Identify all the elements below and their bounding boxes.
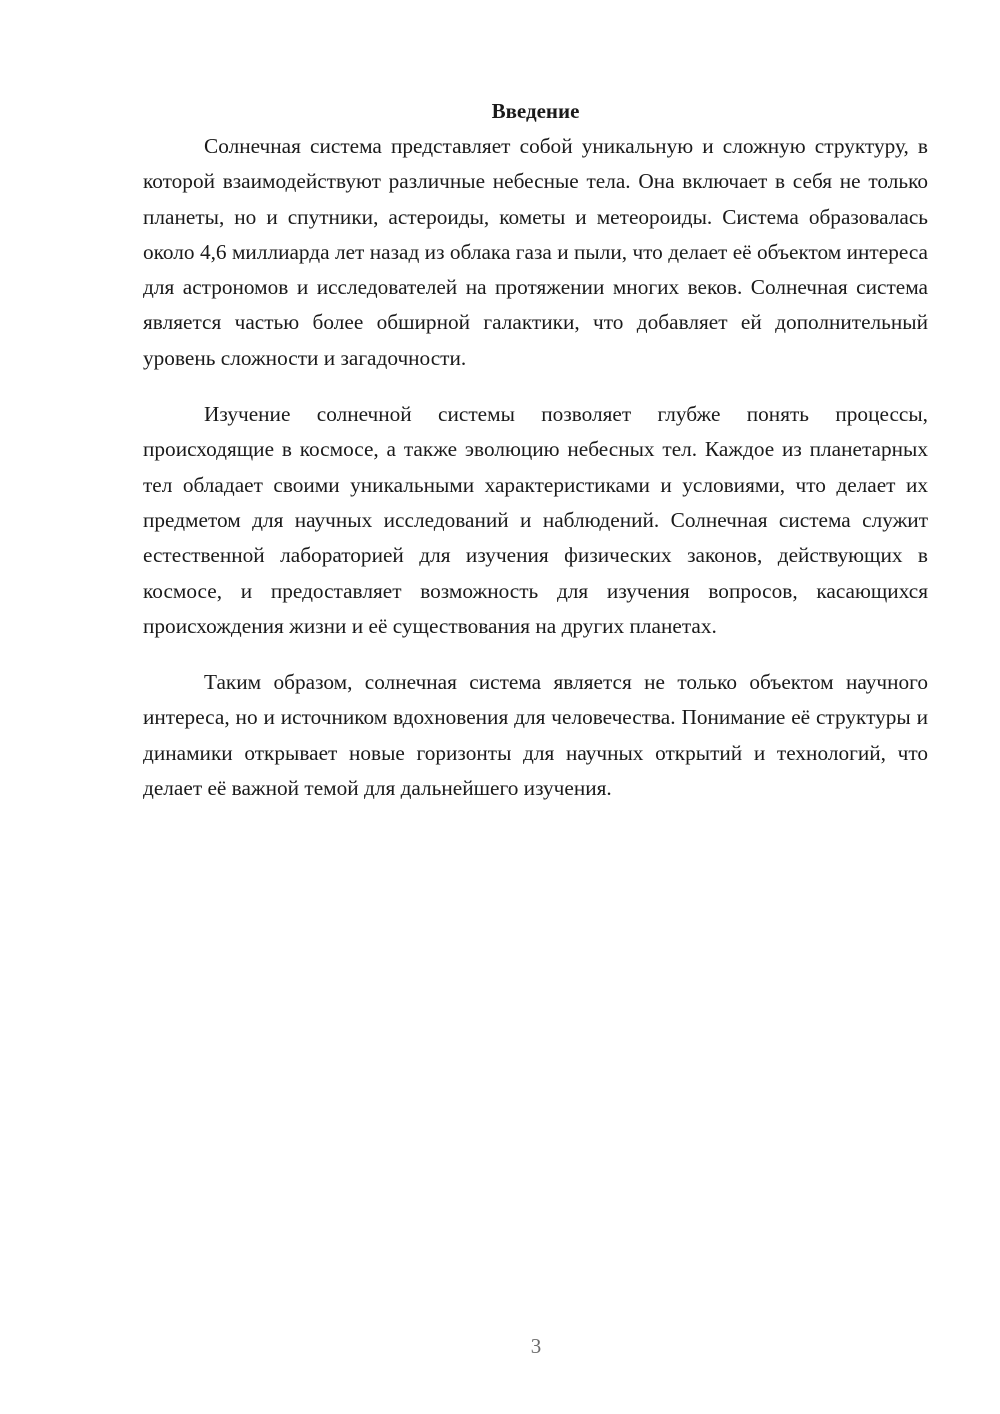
section-heading: Введение: [491, 99, 580, 123]
page-content: [143, 96, 928, 827]
paragraph-3: Таким образом, солнечная система является не только объектом научного интереса, но и источником вдохновения для человечества. Понимание её структуры и динамики открывает новые горизонты для научных открытий и технологий, что делает её важной темой для дальнейшего изучения.: [143, 670, 928, 801]
page-number: 3: [530, 1334, 542, 1358]
paragraph-1: Солнечная система представляет собой уникальную и сложную структуру, в которой взаимодействуют различные небесные тела. Она включает в себя не только планеты, но и спутники, астероиды, кометы и метеороиды. Система образовалась около 4,6 миллиарда лет назад из облака газа и пыли, что делает её объектом интереса для астрономов и исследователей на протяжении многих веков. Солнечная система является частью более обширной галактики, что добавляет ей дополнительный уровень сложности и загадочности.: [143, 134, 928, 370]
paragraph-2: Изучение солнечной системы позволяет глубже понять процессы, происходящие в космосе, а также эволюцию небесных тел. Каждое из планетарных тел обладает своими уникальными характеристиками и условиями, что делает их предметом для научных исследований и наблюдений. Солнечная система служит естественной лабораторией для изучения физических законов, действующих в космосе, и предоставляет возможность для изучения вопросов, касающихся происхождения жизни и её существования на других планетах.: [143, 402, 928, 638]
